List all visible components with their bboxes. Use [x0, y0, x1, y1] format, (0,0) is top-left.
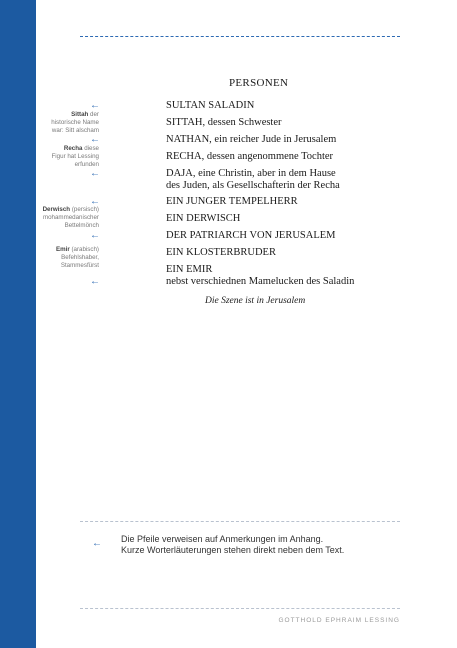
cast-entry-daja: DAJA, eine Christin, aber in dem Hause	[166, 168, 336, 179]
bottom-dashed-rule	[80, 608, 400, 609]
page-title: PERSONEN	[229, 77, 289, 89]
cast-entry-saladin: SULTAN SALADIN	[166, 100, 255, 111]
note-term: Recha	[63, 145, 83, 152]
note-term: Emir	[55, 246, 70, 253]
note-text: diese	[84, 145, 99, 152]
note-text: Stammesfürst	[60, 262, 99, 269]
author-running-footer: GOTTHOLD EPHRAIM LESSING	[278, 617, 400, 624]
cast-entry-patriarch: DER PATRIARCH VON JERUSALEM	[166, 230, 336, 241]
footer-legend-line: Kurze Worterläuterungen stehen direkt neben dem Text.	[121, 545, 345, 555]
arrow-left-icon[interactable]: ←	[90, 168, 100, 179]
arrow-left-icon[interactable]: ←	[90, 196, 100, 207]
footer-legend	[121, 534, 344, 556]
note-text: historische Name	[51, 119, 99, 126]
note-text: (persisch)	[71, 206, 99, 213]
cast-entry-recha: RECHA, dessen angenommene Tochter	[166, 151, 334, 162]
cast-entry-daja-line2: des Juden, als Gesellschafterin der Recha	[166, 180, 340, 191]
cast-entry-tempelherr: EIN JUNGER TEMPELHERR	[166, 196, 298, 207]
note-text: (arabisch)	[71, 246, 99, 253]
note-text: Befehlshaber,	[61, 254, 99, 261]
note-text: erfunden	[74, 161, 99, 168]
cast-entry-sittah: SITTAH, dessen Schwester	[166, 117, 282, 128]
note-text: Figur hat Lessing	[51, 153, 99, 160]
arrow-left-icon[interactable]: ←	[90, 134, 100, 145]
margin-note-sittah	[51, 111, 99, 135]
margin-note-emir	[56, 246, 99, 270]
cast-entry-derwisch: EIN DERWISCH	[166, 213, 241, 224]
arrow-left-icon[interactable]: ←	[90, 276, 100, 287]
scene-note: Die Szene ist in Jerusalem	[205, 296, 306, 306]
arrow-left-icon[interactable]: ←	[90, 100, 100, 111]
arrow-left-icon[interactable]: ←	[90, 230, 100, 241]
note-text: mohammedanischer	[42, 214, 99, 221]
note-text: war: Sitt alscham	[51, 127, 99, 134]
note-text: Bettelmönch	[64, 222, 99, 229]
note-term: Sittah	[71, 111, 89, 118]
footer-legend-line: Die Pfeile verweisen auf Anmerkungen im Anhang.	[121, 534, 324, 544]
note-term: Derwisch	[42, 206, 71, 213]
cast-entry-emir-line2: nebst verschiednen Mamelucken des Saladin	[166, 276, 355, 287]
cast-entry-emir: EIN EMIR	[166, 264, 213, 275]
top-dashed-rule	[80, 36, 400, 37]
footer-dashed-rule	[80, 521, 400, 522]
note-text: der	[90, 111, 99, 118]
cast-entry-klosterbruder: EIN KLOSTERBRUDER	[166, 247, 276, 258]
arrow-left-icon: ←	[92, 538, 102, 549]
left-color-band	[0, 0, 36, 648]
margin-note-derwisch	[43, 206, 99, 230]
cast-entry-nathan: NATHAN, ein reicher Jude in Jerusalem	[166, 134, 337, 145]
margin-note-recha	[52, 145, 99, 169]
